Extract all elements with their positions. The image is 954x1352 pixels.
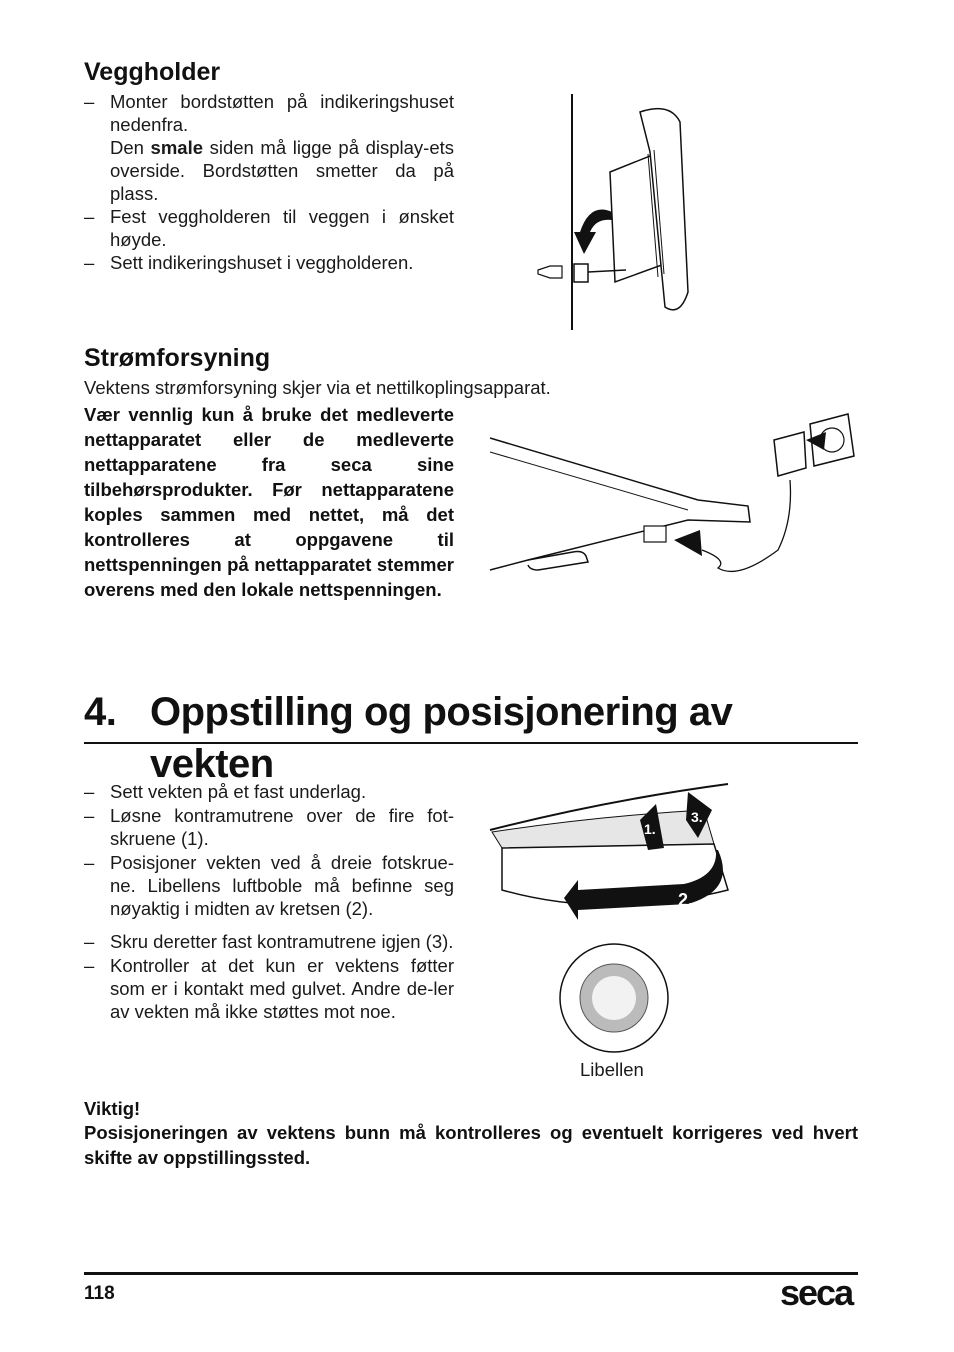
foot-screw-illustration xyxy=(488,780,748,940)
wall-bracket-illustration xyxy=(530,92,730,332)
list-item-text-pre: Den xyxy=(110,137,151,158)
step-1-label: 1. xyxy=(644,821,656,837)
dash-bullet: – xyxy=(84,955,95,976)
dash-bullet: – xyxy=(84,805,95,826)
cable xyxy=(702,480,791,571)
list-item-text: Monter bordstøtten på indikeringshuset nedenfra. xyxy=(110,91,454,135)
important-text: Posisjoneringen av vektens bunn må kontrolleres og eventuelt korrigeres ved hvert skifte av oppstillingssted. xyxy=(84,1122,858,1168)
list-item-text-bold: smale xyxy=(150,137,204,158)
scale-handle xyxy=(528,552,588,571)
list-item-text: Løsne kontramutrene over de fire fot-skruene (1). xyxy=(110,805,454,849)
list-item-text-post: siden må ligge på display-ets overside. Bordstøtten smetter da på plass. xyxy=(110,137,455,204)
air-bubble-icon xyxy=(592,976,636,1020)
step-3-label: 3. xyxy=(691,809,703,825)
dowel-icon xyxy=(538,266,562,278)
bracket-clip xyxy=(574,264,588,282)
important-label: Viktig! xyxy=(84,1098,141,1119)
power-warning: Vær vennlig kun å bruke det medleverte nettapparatet eller de medleverte nettapparatene fra seca sine tilbehørsprodukter. Før nettapparatene koples sammen med nettet, må det kontrolleres at oppgavene til nettspenningen på nettapparatet stemmer overens med den lokale nettspenningen. xyxy=(84,404,454,600)
list-item-text: Kontroller at det kun er vektens føtter som er i kontakt med gulvet. Andre de-ler av vekten må ikke støttes mot noe. xyxy=(110,955,454,1022)
chapter-title: Oppstilling og posisjonering av vekten xyxy=(150,690,733,786)
list-item xyxy=(84,205,454,251)
list-item-text: Posisjoner vekten ved å dreie fotskrue-ne. Libellens luftboble må befinne seg nøyaktig i midten av kretsen (2). xyxy=(110,852,454,919)
chapter-heading xyxy=(84,686,858,786)
socket-port xyxy=(644,526,666,542)
power-adapter-illustration xyxy=(488,410,868,590)
plug-arrow-icon xyxy=(674,530,702,556)
dash-bullet: – xyxy=(84,931,95,952)
list-item xyxy=(84,780,454,803)
veggholder-instructions xyxy=(84,90,454,274)
dash-bullet: – xyxy=(84,91,95,112)
power-adapter-box xyxy=(774,432,806,476)
list-item xyxy=(84,90,454,136)
dash-bullet: – xyxy=(84,252,95,273)
level-caption: Libellen xyxy=(580,1059,644,1080)
list-item xyxy=(84,851,454,920)
section-heading-stromforsyning: Strømforsyning xyxy=(84,344,271,372)
list-item-text: Sett indikeringshuset i veggholderen. xyxy=(110,252,414,273)
brand-logo: seca xyxy=(780,1272,853,1313)
list-item-text: Fest veggholderen til veggen i ønsket høyde. xyxy=(110,206,454,250)
list-item xyxy=(84,930,454,953)
step-2-label: 2. xyxy=(678,890,694,910)
list-item-text: Skru deretter fast kontramutrene igjen (3). xyxy=(110,931,454,952)
dash-bullet: – xyxy=(84,206,95,227)
list-item xyxy=(84,136,454,205)
list-item xyxy=(84,251,454,274)
list-item-text: Sett vekten på et fast underlag. xyxy=(110,781,367,802)
power-intro: Vektens strømforsyning skjer via et nettilkoplingsapparat. xyxy=(84,377,551,398)
scale-platform xyxy=(490,438,750,570)
chapter-number: 4. xyxy=(84,690,117,734)
dash-bullet: – xyxy=(84,781,95,802)
dash-bullet: – xyxy=(84,852,95,873)
setup-instructions xyxy=(84,780,454,1023)
curved-arrow-icon xyxy=(574,210,612,255)
list-item xyxy=(84,804,454,850)
section-heading-veggholder: Veggholder xyxy=(84,58,221,86)
list-item xyxy=(84,954,454,1023)
spirit-level-illustration xyxy=(556,942,676,1057)
footer-rule xyxy=(84,1272,858,1275)
page-number: 118 xyxy=(84,1283,115,1304)
